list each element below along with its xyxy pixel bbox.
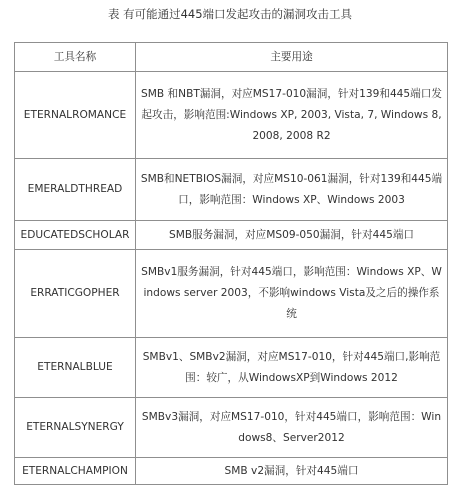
tool-use-cell: SMB和NETBIOS漏洞，对应MS10-061漏洞，针对139和445端口，影响范围：Windows XP、Windows 2003 — [136, 159, 448, 221]
tool-name-cell: ETERNALBLUE — [15, 338, 136, 398]
table-row — [15, 72, 448, 159]
table-header-row — [15, 43, 448, 72]
table-row — [15, 221, 448, 250]
header-main-use: 主要用途 — [136, 43, 448, 72]
tool-use-cell: SMB 和NBT漏洞，对应MS17-010漏洞，针对139和445端口发起攻击，影响范围:Windows XP, 2003, Vista, 7, Windows 8, 2008, 2008 R2 — [136, 72, 448, 159]
tool-name-cell: ERRATICGOPHER — [15, 250, 136, 338]
tool-use-cell: SMBv1服务漏洞，针对445端口，影响范围：Windows XP、Windows server 2003，不影响windows Vista及之后的操作系统 — [136, 250, 448, 338]
tool-name-cell: ETERNALROMANCE — [15, 72, 136, 159]
tool-name-cell: EDUCATEDSCHOLAR — [15, 221, 136, 250]
tool-use-cell: SMB v2漏洞，针对445端口 — [136, 458, 448, 485]
tool-name-cell: EMERALDTHREAD — [15, 159, 136, 221]
tool-name-cell: ETERNALCHAMPION — [15, 458, 136, 485]
header-tool-name: 工具名称 — [15, 43, 136, 72]
table-row — [15, 159, 448, 221]
table-row — [15, 398, 448, 458]
tool-use-cell: SMBv3漏洞，对应MS17-010，针对445端口，影响范围：Windows8、Server2012 — [136, 398, 448, 458]
tool-use-cell: SMBv1、SMBv2漏洞，对应MS17-010，针对445端口,影响范围：较广，从WindowsXP到Windows 2012 — [136, 338, 448, 398]
table-row — [15, 458, 448, 485]
tool-use-cell: SMB服务漏洞，对应MS09-050漏洞，针对445端口 — [136, 221, 448, 250]
tool-name-cell: ETERNALSYNERGY — [15, 398, 136, 458]
table-row — [15, 250, 448, 338]
vulnerability-tools-table — [14, 42, 448, 485]
table-caption: 表 有可能通过445端口发起攻击的漏洞攻击工具 — [107, 7, 353, 21]
table-row — [15, 338, 448, 398]
